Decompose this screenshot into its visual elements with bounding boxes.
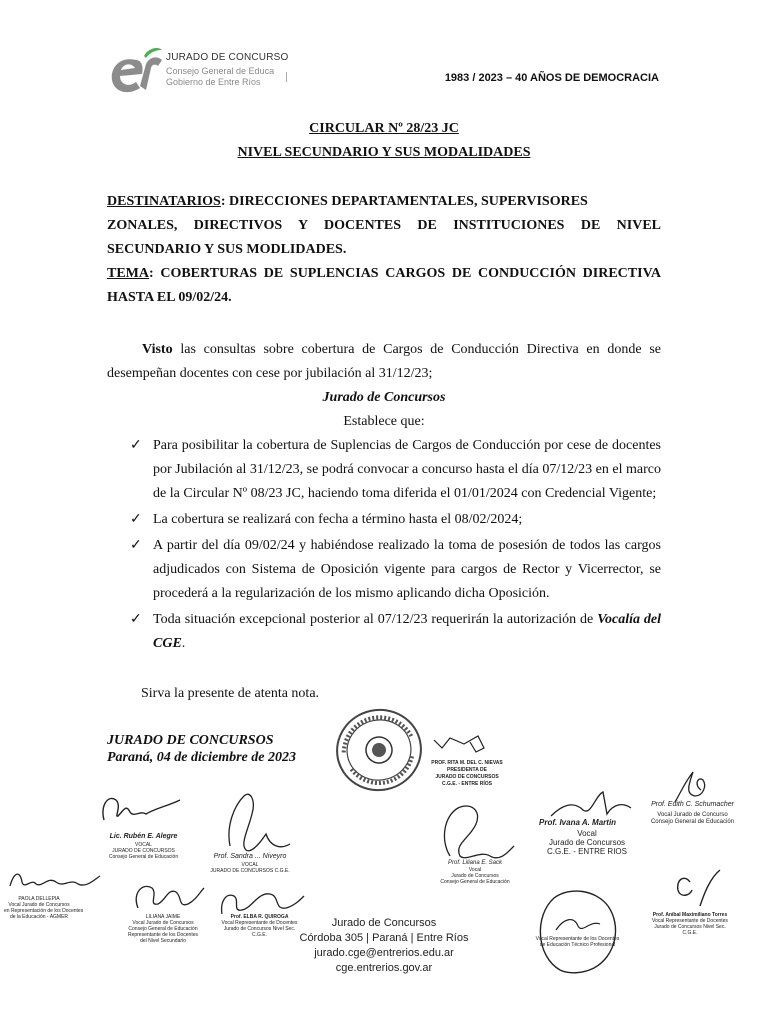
signature-alegre: Lic. Rubén E. Alegre VOCAL JURADO DE CONCURSOS Consejo General de Educación [96,786,191,866]
handwritten-signature-icon [428,730,508,760]
bullet-4-line-1: Toda situación excepcional posterior al 07/12/23 requerirán la autorización de Vocalía del [153,612,662,627]
destinatarios-text-1: DIRECCIONES DEPARTAMENTALES, SUPERVISORES [229,194,588,209]
seal-icon [334,705,424,795]
footer [284,916,484,976]
signature-bottom-right: Vocal Representante de los Docentes de Educación Técnico Profesional [530,886,625,976]
signoff-date: Paraná, 04 de diciembre de 2023 [107,750,296,765]
footer-address: Córdoba 305 | Paraná | Entre Ríos [299,932,469,944]
official-seal [334,705,424,795]
footer-org: Jurado de Concursos [331,917,437,929]
signature-martin: Prof. Ivana A. Martin Vocal Jurado de Concursos C.G.E. - ENTRE RIOS [537,786,637,866]
signature-nievas: PROF. RITA M. DEL C. NIEVAS PRESIDENTA DE JURADO DE CONCURSOS C.G.E. - ENTRE RÍOS [428,730,508,790]
bullet-3-line-1: A partir del día 09/02/24 y habiéndose realizado la toma de posesión de todos las cargos [153,538,661,553]
tema-block [107,262,661,310]
logo-line-3: Gobierno de Entre Ríos [166,77,261,87]
destinatarios-line-1: DESTINATARIOS: DIRECCIONES DEPARTAMENTALES, SUPERVISORES [107,194,588,209]
bullet-4-line-2: CGE. [153,636,186,651]
signature-sack: Prof. Liliana E. Sack Vocal Jurado de Concursos Consejo General de Educación [430,800,520,890]
destinatarios-line-2 [107,214,661,238]
handwritten-signature-icon [212,884,307,918]
signature-jaime: LILIANA JAIME Vocal Jurado de Concursos Consejo General de Educación Representante de los Docentes del Nivel Secundario [118,878,208,948]
destinatarios-block [107,190,661,262]
jurado-heading: Jurado de Concursos [322,390,446,405]
er-logo-icon [106,44,164,100]
tema-line-1: TEMA: COBERTURAS DE SUPLENCIAS CARGOS DE CONDUCCIÓN DIRECTIVA [107,266,661,281]
tema-text-2: HASTA EL 09/02/24. [107,290,232,305]
list-item [130,508,661,532]
destinatarios-label: DESTINATARIOS [107,194,221,209]
signature-torres: Prof. Aníbal Maximiliano Torres Vocal Representante de Docentes Jurado de Concursos Nivel Sec. C.G.E. [640,866,740,946]
handwritten-signature-icon [200,786,300,856]
tema-line-2 [107,286,661,310]
visto-text-1: las consultas sobre cobertura de Cargos de Conducción Directiva en donde se [180,342,662,357]
destinatarios-line-3 [107,238,661,262]
bullet-1-line-1: Para posibilitar la cobertura de Suplencias de Cargos de Conducción por cese de docentes [153,438,661,453]
bullet-3-line-3: procederá a la regularización de los mismo aplicando dicha Oposición. [153,586,550,601]
cge-emphasis: CGE [153,636,182,651]
signature-left: PAOLA DELLEPIA Vocal Jurado de Concursos en Representación de los Docentes de la Educación - AGMER [4,866,104,936]
handwritten-signature-icon [640,866,740,910]
circular-title: CIRCULAR Nº 28/23 JC [309,121,459,136]
bullet-3-line-2: adjudicados con Sistema de Oposición vigente para cargos de Rector y Vicerrector, se [153,562,661,577]
tema-text-1: COBERTURAS DE SUPLENCIAS CARGOS DE CONDUCCIÓN DIRECTIVA [160,266,661,281]
checkmark-icon: ✓ [130,438,142,453]
handwritten-signature-icon [645,768,740,804]
bullet-2-line-1: La cobertura se realizará con fecha a término hasta el 08/02/2024; [153,512,523,527]
handwritten-signature-icon [4,866,104,896]
logo-divider [286,72,287,82]
list-item [130,434,661,506]
handwritten-signature-icon [118,878,208,914]
visto-word: Visto [142,342,173,357]
handwritten-signature-icon [96,786,191,836]
handwritten-signature-icon [530,886,625,976]
bullet-1-line-3: de la Circular Nº 08/23 JC, haciendo toma diferida el 01/01/2024 con Credencial Vigente; [153,486,657,501]
handwritten-signature-icon [537,786,637,820]
logo-line-2: Consejo General de Educa [166,66,275,76]
closing-line: Sirva la presente de atenta nota. [141,686,320,701]
visto-line-2: desempeñan docentes con cese por jubilación al 31/12/23; [107,366,433,381]
footer-website[interactable]: cge.entrerios.gov.ar [335,962,433,974]
circular-subtitle: NIVEL SECUNDARIO Y SUS MODALIDADES [237,145,531,160]
header-motto: 1983 / 2023 – 40 AÑOS DE DEMOCRACIA [444,72,659,84]
signature-schumacher: Prof. Edith C. Schumacher Vocal Jurado de Concurso Consejo General de Educación [645,768,740,838]
footer-email[interactable]: jurado.cge@entrerios.edu.ar [314,947,454,959]
destinatarios-text-2: ZONALES, DIRECTIVOS Y DOCENTES DE INSTITUCIONES DE NIVEL [107,218,661,233]
signoff-org: JURADO DE CONCURSOS [107,733,274,748]
checkmark-icon: ✓ [130,538,142,553]
bullet-1-line-2: por Jubilación al 31/12/23, se podrá convocar a concurso hasta el día 07/12/23 en el marco [153,462,661,477]
list-item [130,534,661,606]
checkmark-icon: ✓ [130,612,142,627]
vocalia-emphasis: Vocalía del [597,612,662,627]
signature-quiroga: Prof. ELBA R. QUIROGA Vocal Representante de Docentes Jurado de Concursos Nivel Sec. C.G.E. [212,884,307,944]
logo [106,44,316,100]
list-item [130,608,661,656]
logo-line-1: JURADO DE CONCURSO [166,52,289,63]
signature-niveyro: Prof. Sandra ... Niveyro VOCAL JURADO DE CONCURSOS C.G.E. [200,786,300,881]
visto-line-1 [107,338,661,362]
destinatarios-text-3: SECUNDARIO Y SUS MODLIDADES. [107,242,347,257]
checkmark-icon: ✓ [130,512,142,527]
handwritten-signature-icon [430,800,520,864]
establece-heading: Establece que: [343,414,425,429]
visto-paragraph [107,338,661,386]
tema-label: TEMA [107,266,149,281]
